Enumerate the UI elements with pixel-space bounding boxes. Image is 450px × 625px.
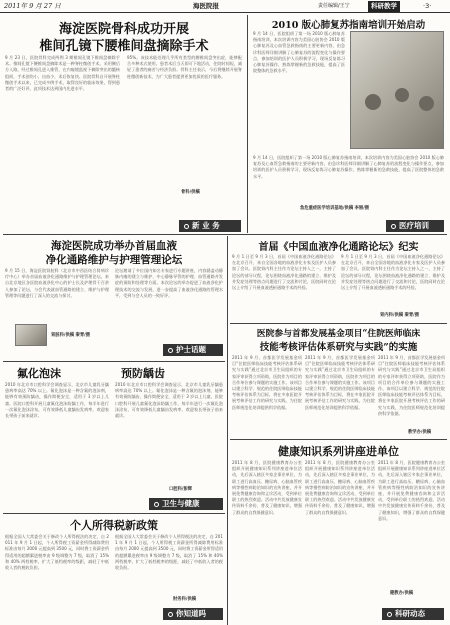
headline-line-1: 海淀医院成功举办首届血液 [51, 240, 177, 252]
article-body-lower: 9 月 14 日，医院组织了第一场 2010 版心肺复苏指南培训，本次培训内容为美国心脏协会 2010 版心肺复苏及心血管急救指南的主要更新内容，由急诊科医师详细讲解了心肺复苏的流程变化与操作要点，参加培训的医护人员积极学习，现场反复练习心肺复苏操作，熟练掌握新的急救技能，提高了医院整体的急救水平。 [253, 155, 444, 179]
headline-right: 预防龋齿 [121, 367, 165, 380]
column-tag [163, 608, 223, 620]
headline-line-1: 海淀医院骨科成功开展 [58, 22, 189, 37]
headline-line-2: 净化通路维护与护理管理论坛 [45, 254, 183, 266]
article-credit: 财务科/供稿 [173, 597, 197, 602]
tag-icon [387, 612, 392, 617]
article-body: 2011 年 9 月，首都医学发展基金项目“住院医师临床技能考核评估体系研究与实践”通过北京市卫生局组织的专家评审获得立项资助，医院作为项目的合作单位参与课题的实施工作。该项目以建立科学、规范的住院医师临床技能考核评估体系为目标，将在多家医院开展考核评估工作的研究与实践，为住院医师规范化培训提供科学依据。 [232, 355, 302, 410]
article-credit: 骨科/供稿 [181, 190, 200, 195]
article-dialysis-forum [3, 236, 225, 360]
article-health-lectures [230, 440, 447, 624]
training-photo [350, 31, 444, 149]
headline: 首届《中国血液净化通路论坛》纪实 [258, 242, 419, 253]
headline: 个人所得税新政策 [70, 519, 158, 532]
article-body: 9 月 14 日，医院组织了第一场 2010 版心肺复苏指南培训，本次培训内容为美国心脏协会 2010 版心肺复苏及心血管急救指南的主要更新内容，由急诊科医师详细讲解了心肺复苏的流程变化与操作要点，参加培训的医护人员积极学习，现场反复练习心肺复苏操作，熟练掌握新的急救技能，提高了医院整体的急救水平。 [253, 31, 345, 74]
article-body-right: 根据全国人大常委会关于修改个人所得税法的决定，自 2011 年 9 月 1 日起，个人所得税工资薪金所得减除费用标准由每月 2000 元提高到 3500 元，同时将工资薪金所得适用的超额累进税率由 9 级调整为 7 级，取消了 15% 和 40% 两档税率，扩大了低档税率的级距，减轻了中低收入者的税收负担。 [115, 534, 223, 571]
article-body-left: 9 月 15 日，海淀医院肾脏科（北京市中西医结合肾病诊疗中心）举办首届血液净化通路维护与护理管理论坛。来自北京地区各医院血液净化中心的护士长及护理骨干百余人参加了论坛，与会代表就血管通路的建立、维护与护理管理等问题进行了深入的交流与探讨。 [5, 268, 109, 298]
article-body-right: 2010 年北京市口腔科学会调查显示，北京市儿童乳牙龋患病率高达 70% 以上。氟化泡沫是一种含氟的泡沫剂，能够有效预防龋齿，操作简便安全，适用于 3 岁以上儿童。医院口腔科开展儿童氟化泡沫防龋工作，每半年进行一次氟化泡沫涂布，可有效降低儿童龋齿发病率，欢迎家长带孩子前来就诊。 [115, 382, 223, 419]
article-cpr-training [250, 15, 447, 233]
article-income-tax [3, 514, 225, 624]
column-tag [386, 220, 444, 232]
tag-icon [184, 224, 189, 229]
article-credit: 健教办/供稿 [390, 591, 414, 596]
masthead: 海医院报 [193, 2, 219, 10]
section-title: 科研教学 [368, 1, 400, 12]
page-header [0, 0, 450, 13]
headline-line-2: 椎间孔镜下腰椎间盘摘除手术 [39, 39, 209, 54]
tag-icon [168, 348, 173, 353]
section-divider [3, 234, 447, 235]
section-divider [230, 323, 447, 324]
article-vascular-forum [230, 236, 447, 322]
article-body-right: 95%。该技术能处理几乎所有类型的腰椎间盘突出症，能够配合多种术式使用。患者术后当天即可下地活动，住院时间短，减轻了患者的痛苦与经济负担。骨科主任表示，今后将继续开展脊柱微创新技术，为广大患者提供更加优质的医疗服务。 [127, 55, 242, 79]
article-resident-assessment [230, 325, 447, 438]
forum-photo [15, 324, 47, 346]
tag-icon [391, 224, 396, 229]
headline-line-2: 技能考核评估体系研究与实践”的实施 [259, 342, 418, 353]
column-divider [227, 236, 228, 625]
column-tag [163, 344, 223, 356]
article-body-right: 2011 年 8 月，医院健康教育办公室组织开展健康知识系列讲座进单位活动，先后深入辖区多家企事业单位，为职工进行高血压、糖尿病、心脑血管疾病等慢性病防治知识的宣传讲座，并开展免费健康咨询和义诊活动，受到单位职工的热烈欢迎。活动中共发放健康宣传资料千余份，普及了健康知识，增强了群众的自我保健意识。 [378, 460, 445, 521]
column-divider [247, 15, 248, 233]
tag-icon [168, 612, 173, 617]
article-credit: 肾内科/供稿 秦青/摄 [380, 313, 420, 318]
article-body-mid: 2011 年 8 月，医院健康教育办公室组织开展健康知识系列讲座进单位活动，先后深入辖区多家企事业单位，为职工进行高血压、糖尿病、心脑血管疾病等慢性病防治知识的宣传讲座，并开展免费健康咨询和义诊活动，受到单位职工的热烈欢迎。活动中共发放健康宣传资料千余份，普及了健康知识，增强了群众的自我保健意识。 [305, 460, 375, 515]
column-tag-label: 你知道吗 [176, 609, 206, 618]
page-number: ·3· [423, 2, 432, 10]
article-body-left: 根据全国人大常委会关于修改个人所得税法的决定，自 2011 年 9 月 1 日起，个人所得税工资薪金所得减除费用标准由每月 2000 元提高到 3500 元，同时将工资薪金所得适用的超额累进税率由 9 级调整为 7 级，取消了 15% 和 40% 两档税率，扩大了低档税率的级距，减轻了中低收入者的税收负担。 [5, 534, 109, 571]
column-tag [179, 220, 241, 232]
column-tag-label: 护士话题 [176, 345, 206, 354]
headline-line-1: 医院参与首都发展基金项目“住院医师临床 [256, 329, 421, 339]
article-body-left: 2010 年北京市口腔科学会调查显示，北京市儿童乳牙龋患病率高达 70% 以上。氟化泡沫是一种含氟的泡沫剂，能够有效预防龋齿，操作简便安全，适用于 3 岁以上儿童。医院口腔科开展儿童氟化泡沫防龋工作，每半年进行一次氟化泡沫涂布，可有效降低儿童龋齿发病率，欢迎家长带孩子前来就诊。 [5, 382, 109, 419]
article-body-right: 9 月 1 日至 9 月 3 日，首届《中国血液净化通路论坛》在北京召开，来自全国各地的血液净化专家及医护人员参加了会议。医院肾内科主任作为论坛主持人之一，主持了论坛的部分议程，论坛围绕血液净化通路的建立、维护及并发症处理等热点问题进行了交流和讨论，医院同时在论坛上介绍了开展血液透析通路手术的经验。 [341, 254, 445, 291]
article-body: 2011 年 8 月，医院健康教育办公室组织开展健康知识系列讲座进单位活动，先后深入辖区多家企事业单位，为职工进行高血压、糖尿病、心脑血管疾病等慢性病防治知识的宣传讲座，并开展免费健康咨询和义诊活动，受到单位职工的热烈欢迎。活动中共发放健康宣传资料千余份，普及了健康知识，增强了群众的自我保健意识。 [232, 460, 302, 515]
column-tag [382, 608, 444, 620]
column-tag-label: 卫生与健康 [162, 499, 200, 508]
article-credit: 急危重症医学培训基地/供稿 李丽/摄 [300, 206, 370, 211]
article-credit: 肾脏科/供稿 秦青/摄 [51, 333, 91, 338]
article-orthopedics [3, 15, 245, 233]
article-credit: 口腔科/彭辉 [169, 487, 193, 492]
editor-credit: 责任编辑/王宁 [318, 3, 350, 9]
column-tag [149, 498, 223, 510]
article-body-right: 论坛邀请了多位国内知名专家进行专题讲座，内容涵盖动静脉内瘘的建立与维护、中心静脉导管的护理、血管通路并发症的预防和处理等方面。本次论坛的举办促进了血液净化护理技术的交流与发展，进一步提高了血液净化通路的管理水平，受到与会人员的一致好评。 [115, 268, 223, 298]
column-tag-label: 新 业 务 [192, 221, 220, 230]
column-tag-label: 科研动态 [395, 609, 425, 618]
headline: 2010 版心肺复苏指南培训开始启动 [271, 20, 426, 31]
article-body-right: 2011 年 9 月，首都医学发展基金项目“住院医师临床技能考核评估体系研究与实践”通过北京市卫生局组织的专家评审获得立项资助，医院作为项目的合作单位参与课题的实施工作。该项目以建立科学、规范的住院医师临床技能考核评估体系为目标，将在多家医院开展考核评估工作的研究与实践，为住院医师规范化培训提供科学依据。 [378, 355, 445, 416]
article-fluoride-foam [3, 362, 225, 512]
article-body-mid: 2011 年 9 月，首都医学发展基金项目“住院医师临床技能考核评估体系研究与实践”通过北京市卫生局组织的专家评审获得立项资助，医院作为项目的合作单位参与课题的实施工作。该项目以建立科学、规范的住院医师临床技能考核评估体系为目标，将在多家医院开展考核评估工作的研究与实践，为住院医师规范化培训提供科学依据。 [305, 355, 375, 410]
issue-date: 2011年 9 月 27 日 [4, 2, 61, 10]
article-body-left: 9 月 1 日至 9 月 3 日，首届《中国血液净化通路论坛》在北京召开，来自全国各地的血液净化专家及医护人员参加了会议。医院肾内科主任作为论坛主持人之一，主持了论坛的部分议程，论坛围绕血液净化通路的建立、维护及并发症处理等热点问题进行了交流和讨论，医院同时在论坛上介绍了开展血液透析通路手术的经验。 [232, 254, 336, 291]
article-body-left: 9 月 23 日，医院骨科完成两例 3 期椎间孔镜下椎间盘摘除手术。椎间孔镜下腰椎间盘摘除术是一种脊柱微创手术，采用侧后方入路，经过椎间孔进入椎管，在内窥镜监视下摘除突出的髓核组织，手术创伤小，出血少，术后恢复快。医院骨科自开展脊柱微创手术以来，已完成多例手术，取得良好的临床效果，得到患者的广泛好评，此项技术达到国内先进水平。 [5, 55, 120, 92]
tag-icon [154, 502, 159, 507]
headline-left: 氟化泡沫 [17, 367, 61, 380]
article-credit: 教学办/供稿 [408, 430, 432, 435]
column-tag-label: 医疗培训 [399, 221, 429, 230]
headline: 健康知识系列讲座进单位 [278, 445, 399, 458]
